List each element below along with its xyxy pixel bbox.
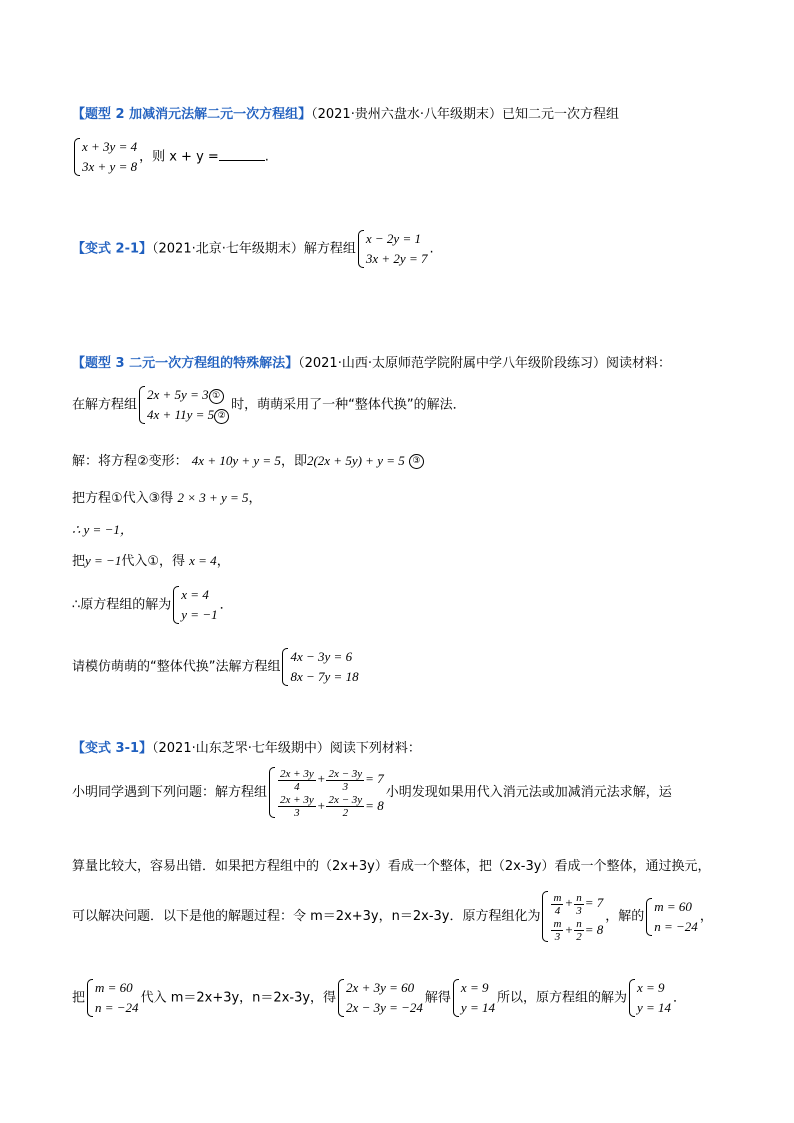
variant-2-1-label: 【变式 2-1】 — [72, 241, 153, 257]
fraction-system: $\frac{m}{4}$ + $\frac{n}{3}$ = 7 $\frac{m}{3}$ + $\frac{n}{2}$ = 8 — [542, 890, 603, 943]
denominator: 3 — [342, 780, 349, 793]
numerator: 2x − 3y — [328, 794, 363, 807]
problem-2-heading — [72, 103, 619, 122]
equation: m = 60 — [95, 980, 133, 995]
denominator: 2 — [342, 807, 349, 820]
equation-rhs: = 7 — [365, 771, 384, 786]
equation: 3x + y = 8 — [82, 159, 138, 174]
paragraph-text: 可以解决问题．以下是他的解题过程：令 m＝2x+3y，n＝2x-3y．原方程组化为 — [72, 909, 541, 925]
equation: y = 14 — [636, 1000, 672, 1015]
step-text: 把 — [72, 554, 86, 569]
problem-3-intro — [72, 385, 466, 425]
numerator: n — [576, 918, 582, 931]
paragraph-text: 代入 m＝2x+3y，n＝2x-3y，得 — [140, 990, 337, 1006]
mn-system — [646, 897, 698, 937]
equation-system — [139, 385, 229, 425]
equation-rhs: = 8 — [365, 797, 384, 813]
problem-3-source: （2021·山西·太原师范学院附属中学八年级阶段练习）阅读材料： — [298, 356, 671, 371]
paragraph-text: 小明同学遇到下列问题：解方程组 — [72, 785, 268, 801]
step-text: ∴原方程组的解为 — [72, 597, 172, 613]
equation: x = 9 — [460, 980, 489, 995]
answer-blank[interactable] — [219, 148, 265, 161]
punctuation: ． — [673, 990, 687, 1006]
variant-3-1-source: （2021·山东芝罘·七年级期中）阅读下列材料： — [152, 741, 421, 756]
solution-step-1 — [72, 450, 424, 469]
problem-2-label: 【题型 2 加减消元法解二元一次方程组】 — [72, 107, 312, 122]
punctuation: . — [429, 241, 434, 257]
equation: y = −1 — [181, 607, 218, 622]
solution-system — [453, 978, 495, 1018]
equation-system — [358, 229, 428, 269]
equation: 2x + 5y = 3 — [147, 387, 209, 402]
numerator: m — [553, 918, 562, 931]
numerator: 2x + 3y — [280, 794, 314, 807]
punctuation: ， — [699, 909, 713, 925]
solution-step-5 — [72, 585, 233, 625]
step-text: 代入①，得 — [121, 554, 185, 569]
math-expression: 4x + 10y + y = 5 — [191, 453, 281, 468]
equation: 4x + 11y = 5 — [147, 407, 215, 422]
step-text: ，即 — [280, 454, 307, 469]
punctuation: . — [264, 149, 269, 165]
equation: 8x − 7y = 18 — [290, 669, 359, 684]
math-expression: 2(2x + 5y) + y = 5 — [306, 453, 405, 468]
solution-step-4 — [72, 550, 230, 569]
step-text: 解：将方程②变形： — [72, 454, 188, 469]
mn-system — [87, 978, 139, 1018]
equation: 4x − 3y = 6 — [290, 649, 353, 664]
problem-3-label: 【题型 3 二元一次方程组的特殊解法】 — [72, 356, 299, 371]
equation: n = −24 — [654, 918, 698, 934]
solution-step-3: ∴ y = −1， — [72, 522, 133, 537]
punctuation: ， — [216, 554, 230, 569]
intro-text: 时，萌萌采用了一种“整体代换”的解法． — [231, 397, 466, 413]
paragraph-text: 把 — [72, 990, 86, 1006]
denominator: 3 — [294, 807, 300, 820]
equation: n = −24 — [95, 1000, 139, 1015]
equation: m = 60 — [654, 898, 692, 914]
problem-3-task — [72, 647, 361, 687]
paragraph-text: 解得 — [424, 990, 451, 1006]
numerator: 2x + 3y — [280, 767, 314, 780]
numerator: m — [553, 891, 562, 904]
task-text: 请模仿萌萌的“整体代换”法解方程组 — [72, 659, 281, 675]
numerator: n — [576, 891, 582, 904]
variant-2-1-source: （2021·北京·七年级期末）解方程组 — [152, 241, 356, 257]
paragraph-text: 小明发现如果用代入消元法或加减消元法求解，运 — [385, 785, 672, 801]
punctuation: ． — [219, 597, 233, 613]
equation-rhs: = 8 — [584, 921, 604, 937]
solution-system — [173, 585, 217, 625]
denominator: 3 — [554, 931, 561, 944]
equation-system — [338, 978, 423, 1018]
equation-system — [282, 647, 358, 687]
variant-2-1 — [72, 229, 434, 269]
variant-3-1-heading — [72, 737, 421, 756]
paragraph-text: ，解的 — [605, 909, 645, 925]
equation-system — [74, 137, 137, 177]
problem-2-source: （2021·贵州六盘水·八年级期末）已知二元一次方程组 — [311, 107, 619, 122]
equation: y = 14 — [460, 1000, 495, 1015]
equation: x + 3y = 4 — [82, 139, 138, 154]
math-expression: 2 × 3 + y = 5 — [177, 490, 249, 505]
solution-step-2 — [72, 487, 262, 506]
variant-3-1-line-1 — [72, 766, 672, 819]
equation: x = 9 — [636, 980, 665, 995]
equation: 3x + 2y = 7 — [365, 251, 428, 266]
math-expression: y = −1 — [85, 553, 122, 568]
punctuation: ， — [248, 491, 262, 506]
denominator: 4 — [554, 904, 561, 917]
variant-3-1-line-4 — [72, 978, 686, 1018]
variant-3-1-line-3 — [72, 890, 713, 943]
equation: 2x + 3y = 60 — [346, 980, 415, 995]
equation: x = 4 — [181, 587, 209, 602]
denominator: 3 — [576, 904, 582, 917]
question-text: ，则 x + y = — [139, 149, 219, 165]
circled-number: ③ — [409, 454, 424, 469]
circled-number: ① — [209, 389, 224, 404]
fraction-system: $\frac{2x + 3y}{4}$ + $\frac{2x - 3y}{3}$ = 7 $\frac{2x + 3y}{3}$ + $\frac{2x - 3y}{2}$ = 8 — [269, 766, 384, 819]
equation: x − 2y = 1 — [365, 231, 421, 246]
variant-3-1-label: 【变式 3-1】 — [72, 741, 153, 756]
intro-text: 在解方程组 — [72, 397, 138, 413]
math-expression: x = 4 — [189, 553, 217, 568]
denominator: 2 — [576, 931, 582, 944]
denominator: 4 — [294, 780, 300, 793]
paragraph-text: 所以，原方程组的解为 — [496, 990, 627, 1006]
problem-2-body — [72, 137, 269, 177]
numerator: 2x − 3y — [328, 767, 363, 780]
solution-system — [629, 978, 671, 1018]
equation: 2x − 3y = −24 — [346, 1000, 423, 1015]
circled-number: ② — [214, 409, 229, 424]
step-text: 把方程①代入③得 — [72, 491, 174, 506]
equation-rhs: = 7 — [584, 895, 604, 910]
problem-3-heading — [72, 352, 671, 371]
variant-3-1-line-2: 算量比较大，容易出错．如果把方程组中的（2x+3y）看成一个整体，把（2x-3y）看成一个整体，通过换元， — [72, 859, 711, 874]
